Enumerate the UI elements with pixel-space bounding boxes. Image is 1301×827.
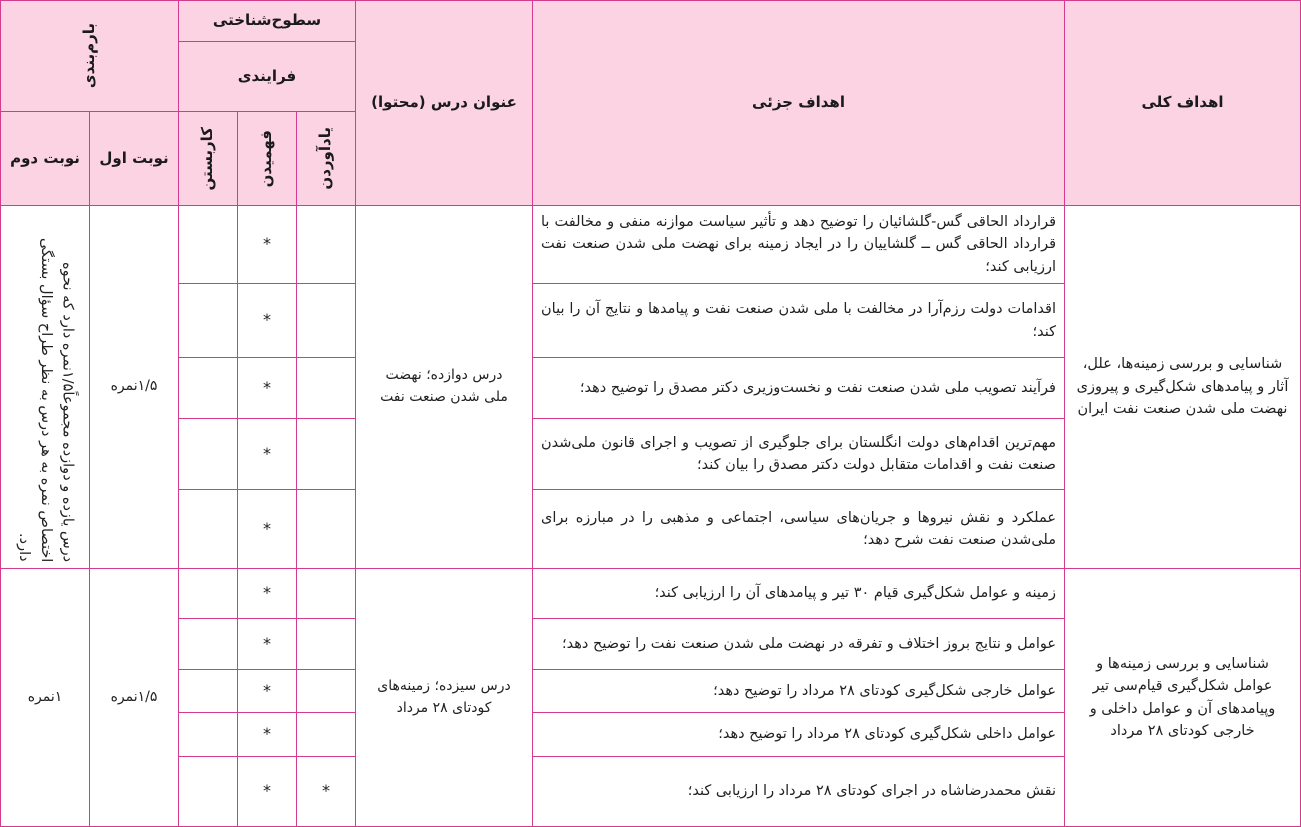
mark-apply-2-5 [178,756,238,827]
mark-recall-1-1 [296,205,356,284]
mark-understand-2-5: * [237,756,297,827]
mark-apply-2-3 [178,669,238,713]
mark-understand-1-5: * [237,489,297,569]
mark-recall-1-5 [296,489,356,569]
header-detailed-goals: اهداف جزئی [532,0,1065,206]
header-understand-label: فهمیدن [257,129,276,188]
mark-understand-1-1: * [237,205,297,284]
objective-2-3: عوامل خارجی شکل‌گیری کودتای ۲۸ مرداد را توضیح دهد؛ [532,669,1065,713]
header-lesson-title: عنوان درس (محتوا) [355,0,533,206]
objective-1-4: مهم‌ترین اقدام‌های دولت انگلستان برای جلوگیری از تصویب و اجرای قانون ملی‌شدن صنعت نفت و اقدامات متقابل دولت دکتر مصدق را بیان کند؛ [532,418,1065,490]
header-apply [178,111,238,206]
mark-recall-2-3 [296,669,356,713]
mark-understand-2-3: * [237,669,297,713]
mark-apply-1-4 [178,418,238,490]
general-goal-2: شناسایی و بررسی زمینه‌ها و عوامل شکل‌گیری قیام‌سی تیر وپیامدهای آن و عوامل داخلی و خارجی کودتای ۲۸ مرداد [1064,568,1301,827]
mark-recall-1-3 [296,357,356,419]
objective-1-3: فرآیند تصویب ملی شدن صنعت نفت و نخست‌وزیری دکتر مصدق را توضیح دهد؛ [532,357,1065,419]
mark-understand-1-3: * [237,357,297,419]
mark-apply-1-3 [178,357,238,419]
mark-apply-2-1 [178,568,238,619]
header-grading-label: بارم‌بندی [79,23,98,89]
second-term-score-1 [0,205,90,569]
mark-apply-1-2 [178,283,238,358]
objective-1-1: قرارداد الحاقی گس-گلشائیان را توضیح دهد و تأثیر سیاست موازنه منفی و مخالفت با قرارداد الحاقی گس ــ گلشاییان را در ایجاد زمینه برای نهضت ملی شدن صنعت نفت ارزیابی کند؛ [532,205,1065,284]
objective-2-4: عوامل داخلی شکل‌گیری کودتای ۲۸ مرداد را توضیح دهد؛ [532,712,1065,757]
objective-1-2: اقدامات دولت رزم‌آرا در مخالفت با ملی شدن صنعت نفت و پیامدها و نتایج آن را بیان کند؛ [532,283,1065,358]
mark-recall-1-2 [296,283,356,358]
mark-apply-1-1 [178,205,238,284]
header-general-goals: اهداف کلی [1064,0,1301,206]
first-term-score-1: ۱/۵نمره [89,205,179,569]
mark-understand-2-4: * [237,712,297,757]
header-second-term: نوبت دوم [0,111,90,206]
mark-recall-2-5: * [296,756,356,827]
mark-understand-2-1: * [237,568,297,619]
second-term-note: درس یازده و دوازده مجموعاً۱/۵نمره دارد که نحوه اختصاص نمره به هر درس به نظر طراح سؤال بستگی دارد. [16,237,76,562]
second-term-score-2: ۱نمره [0,568,90,827]
mark-apply-1-5 [178,489,238,569]
objective-2-2: عوامل و نتایج بروز اختلاف و تفرقه در نهضت ملی شدن صنعت نفت را توضیح دهد؛ [532,618,1065,670]
mark-understand-1-4: * [237,418,297,490]
header-process: فرایندی [178,41,356,112]
header-recall [296,111,356,206]
mark-recall-2-1 [296,568,356,619]
header-understand [237,111,297,206]
mark-understand-2-2: * [237,618,297,670]
objective-2-1: زمینه و عوامل شکل‌گیری قیام ۳۰ تیر و پیامدهای آن را ارزیابی کند؛ [532,568,1065,619]
mark-recall-1-4 [296,418,356,490]
mark-apply-2-2 [178,618,238,670]
mark-recall-2-4 [296,712,356,757]
header-first-term: نوبت اول [89,111,179,206]
general-goal-1: شناسایی و بررسی زمینه‌ها، علل، آثار و پیامدهای شکل‌گیری و پیروزی نهضت ملی شدن صنعت نفت ایران [1064,205,1301,569]
header-recall-label: یادآوردن [316,127,335,190]
header-grading [0,0,179,112]
mark-recall-2-2 [296,618,356,670]
header-apply-label: کاربستن [198,126,217,191]
objective-1-5: عملکرد و نقش نیروها و جریان‌های سیاسی، اجتماعی و مذهبی را در مبارزه برای ملی‌شدن صنعت نفت شرح دهد؛ [532,489,1065,569]
objective-2-5: نقش محمدرضاشاه در اجرای کودتای ۲۸ مرداد را ارزیابی کند؛ [532,756,1065,827]
header-cognitive-levels: سطوح‌شناختی [178,0,356,42]
mark-apply-2-4 [178,712,238,757]
first-term-score-2: ۱/۵نمره [89,568,179,827]
lesson-title-2: درس سیزده؛ زمینه‌های کودتای ۲۸ مرداد [355,568,533,827]
lesson-title-1: درس دوازده؛ نهضت ملی شدن صنعت نفت [355,205,533,569]
mark-understand-1-2: * [237,283,297,358]
